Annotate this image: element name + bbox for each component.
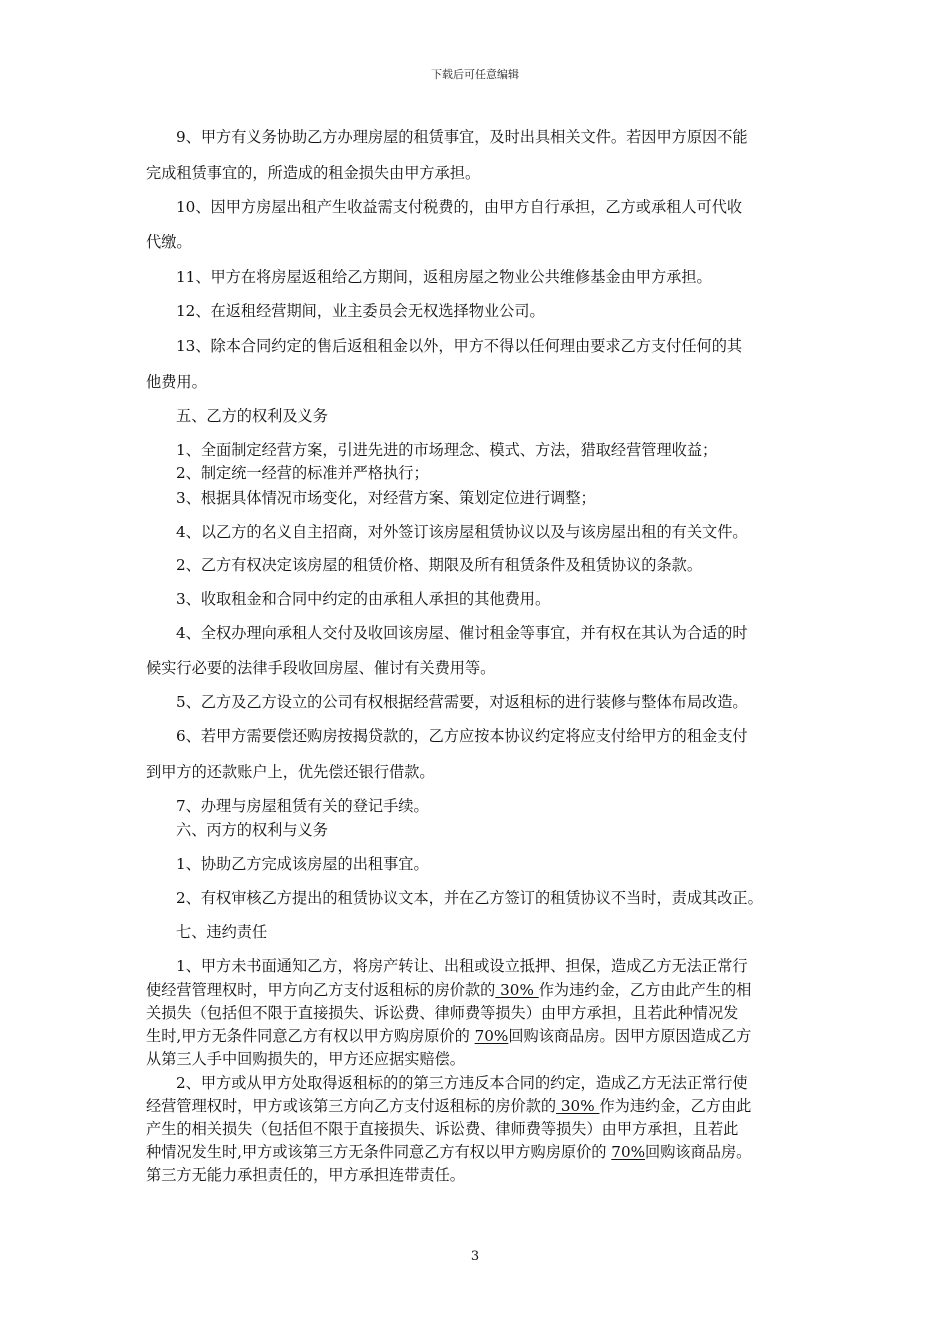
text-line: 关损失（包括但不限于直接损失、诉讼费、律师费等损失）由甲方承担，且若此种情况发 xyxy=(146,1004,739,1022)
text-line: 完成租赁事宜的，所造成的租金损失由甲方承担。 xyxy=(146,164,481,182)
text-line: 2、甲方或从甲方处取得返租标的的第三方违反本合同的约定，造成乙方无法正常行使 xyxy=(176,1074,748,1092)
text-span: 使经营管理权时，甲方向乙方支付返租标的房价款的 xyxy=(146,981,496,999)
page-number: 3 xyxy=(470,1249,480,1264)
text-line xyxy=(146,980,751,1000)
text-line: 候实行必要的法律手段收回房屋、催讨有关费用等。 xyxy=(146,659,496,677)
text-line: 6、若甲方需要偿还购房按揭贷款的，乙方应按本协议约定将应支付给甲方的租金支付 xyxy=(176,727,748,745)
text-span: 回购该商品房。 xyxy=(645,1143,752,1161)
text-line: 7、办理与房屋租赁有关的登记手续。 xyxy=(176,797,429,815)
text-line xyxy=(146,1142,751,1162)
text-line: 4、全权办理向承租人交付及收回该房屋、催讨租金等事宜，并有权在其认为合适的时 xyxy=(176,624,748,642)
text-line: 9、甲方有义务协助乙方办理房屋的租赁事宜，及时出具相关文件。若因甲方原因不能 xyxy=(176,128,748,146)
text-line: 3、收取租金和合同中约定的由承租人承担的其他费用。 xyxy=(176,590,551,608)
penalty-rate: 30% xyxy=(556,1097,600,1115)
text-line: 1、甲方未书面通知乙方，将房产转让、出租或设立抵押、担保，造成乙方无法正常行 xyxy=(176,957,748,975)
text-line: 第三方无能力承担责任的，甲方承担连带责任。 xyxy=(146,1166,465,1184)
text-line xyxy=(146,1096,751,1116)
text-span: 作为违约金，乙方由此 xyxy=(599,1097,752,1115)
text-line: 11、甲方在将房屋返租给乙方期间，返租房屋之物业公共维修基金由甲方承担。 xyxy=(176,268,712,286)
text-line: 13、除本合同约定的售后返租租金以外，甲方不得以任何理由要求乙方支付任何的其 xyxy=(176,337,743,355)
text-line: 12、在返租经营期间，业主委员会无权选择物业公司。 xyxy=(176,302,545,320)
text-line: 从第三人手中回购损失的，甲方还应据实赔偿。 xyxy=(146,1050,465,1068)
text-line: 2、有权审核乙方提出的租赁协议文本，并在乙方签订的租赁协议不当时，责成其改正。 xyxy=(176,889,763,907)
text-line: 2、乙方有权决定该房屋的租赁价格、期限及所有租赁条件及租赁协议的条款。 xyxy=(176,556,703,574)
text-line: 产生的相关损失（包括但不限于直接损失、诉讼费、律师费等损失）由甲方承担，且若此 xyxy=(146,1120,739,1138)
text-line: 1、协助乙方完成该房屋的出租事宜。 xyxy=(176,855,429,873)
text-line: 他费用。 xyxy=(146,373,207,391)
section-heading: 五、乙方的权利及义务 xyxy=(176,407,328,425)
text-span: 生时,甲方无条件同意乙方有权以甲方购房原价的 xyxy=(146,1027,475,1045)
text-line: 代缴。 xyxy=(146,233,192,251)
page-header: 下载后可任意编辑 xyxy=(431,68,519,81)
buyback-rate: 70% xyxy=(474,1027,509,1045)
text-span: 作为违约金，乙方由此产生的相 xyxy=(538,981,752,999)
text-span: 回购该商品房。因甲方原因造成乙方 xyxy=(508,1027,752,1045)
text-span: 经营管理权时，甲方或该第三方向乙方支付返租标的房价款的 xyxy=(146,1097,557,1115)
text-span: 种情况发生时,甲方或该第三方无条件同意乙方有权以甲方购房原价的 xyxy=(146,1143,612,1161)
section-heading: 七、违约责任 xyxy=(176,923,268,941)
text-line: 3、根据具体情况市场变化，对经营方案、策划定位进行调整； xyxy=(176,489,596,507)
text-line: 到甲方的还款账户上，优先偿还银行借款。 xyxy=(146,763,435,781)
text-line: 5、乙方及乙方设立的公司有权根据经营需要，对返租标的进行装修与整体布局改造。 xyxy=(176,693,748,711)
text-line: 4、以乙方的名义自主招商，对外签订该房屋租赁协议以及与该房屋出租的有关文件。 xyxy=(176,523,748,541)
text-line: 2、制定统一经营的标准并严格执行； xyxy=(176,464,429,482)
section-heading: 六、丙方的权利与义务 xyxy=(176,821,328,839)
text-line xyxy=(146,1026,751,1046)
text-line: 10、因甲方房屋出租产生收益需支付税费的，由甲方自行承担，乙方或承租人可代收 xyxy=(176,198,743,216)
buyback-rate: 70% xyxy=(611,1143,646,1161)
penalty-rate: 30% xyxy=(495,981,539,999)
text-line: 1、全面制定经营方案，引进先进的市场理念、模式、方法，猎取经营管理收益； xyxy=(176,441,718,459)
